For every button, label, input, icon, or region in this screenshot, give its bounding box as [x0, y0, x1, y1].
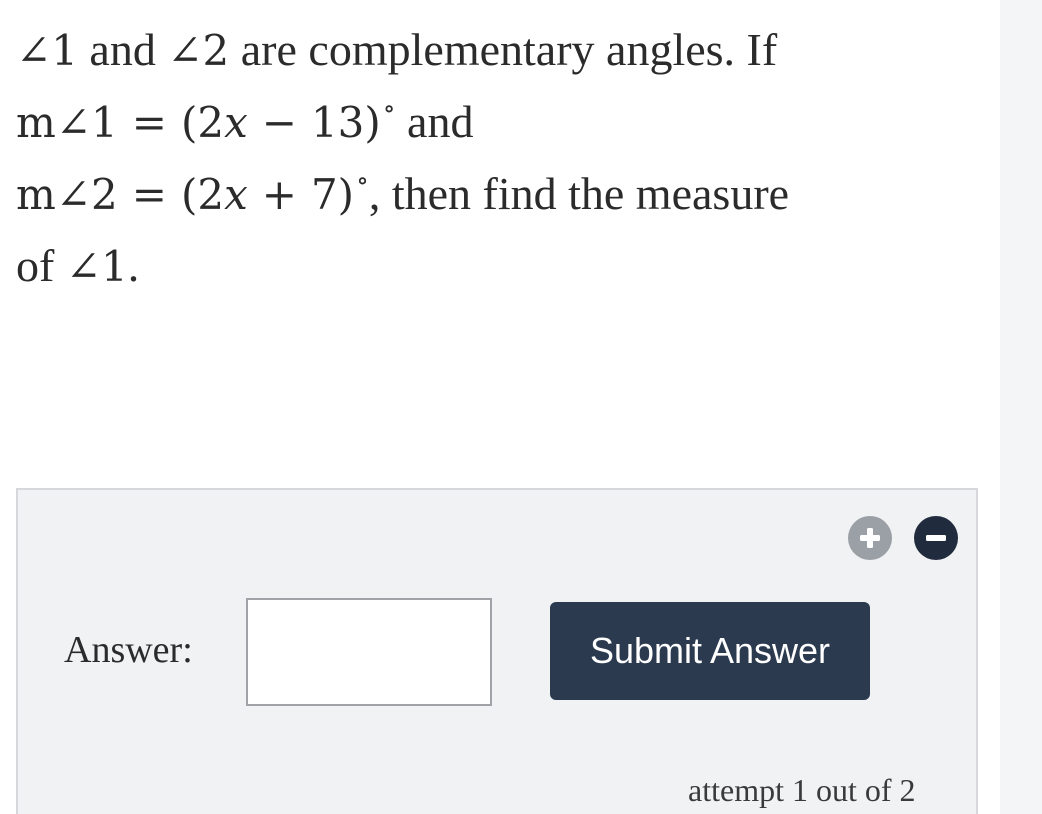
question-text-complementary: are complementary angles. If [229, 24, 778, 75]
plus-sign: + [261, 170, 297, 219]
expression-open: (2 [180, 170, 225, 219]
question-line-1 [16, 14, 991, 86]
question-text [16, 14, 991, 302]
question-text-find-measure: , then find the measure [368, 168, 790, 219]
minus-circle-icon [923, 525, 949, 551]
variable-x: x [224, 98, 248, 147]
page-edge-strip [1000, 0, 1042, 814]
measure-angle-1: m∠1 [16, 98, 118, 147]
angle-2-symbol: ∠2 [167, 26, 230, 75]
question-text-and: and [77, 24, 168, 75]
question-line-2 [16, 86, 991, 158]
zoom-out-button[interactable] [914, 516, 958, 560]
answer-label: Answer: [64, 629, 193, 671]
expression-open: (2 [180, 98, 225, 147]
variable-x: x [224, 170, 248, 219]
answer-input[interactable] [246, 598, 492, 706]
degree-symbol: ∘ [356, 166, 369, 196]
question-text-and-2: and [395, 96, 474, 147]
question-line-4 [16, 230, 991, 302]
equals-sign: = [131, 98, 167, 147]
angle-1-symbol: ∠1 [65, 242, 128, 291]
plus-circle-icon [857, 525, 883, 551]
degree-symbol: ∘ [382, 94, 396, 124]
question-period: . [127, 240, 140, 291]
measure-angle-2: m∠2 [16, 170, 118, 219]
expression-constant: 13) [310, 98, 381, 147]
minus-sign: − [261, 98, 297, 147]
answer-panel [16, 488, 978, 814]
zoom-in-button[interactable] [848, 516, 892, 560]
angle-1-symbol: ∠1 [16, 26, 78, 75]
question-text-of: of [16, 240, 66, 291]
attempt-counter: attempt 1 out of 2 [688, 772, 916, 808]
equals-sign: = [131, 170, 167, 219]
submit-answer-button[interactable]: Submit Answer [550, 602, 870, 700]
question-line-3 [16, 158, 991, 230]
expression-constant: 7) [310, 170, 355, 219]
